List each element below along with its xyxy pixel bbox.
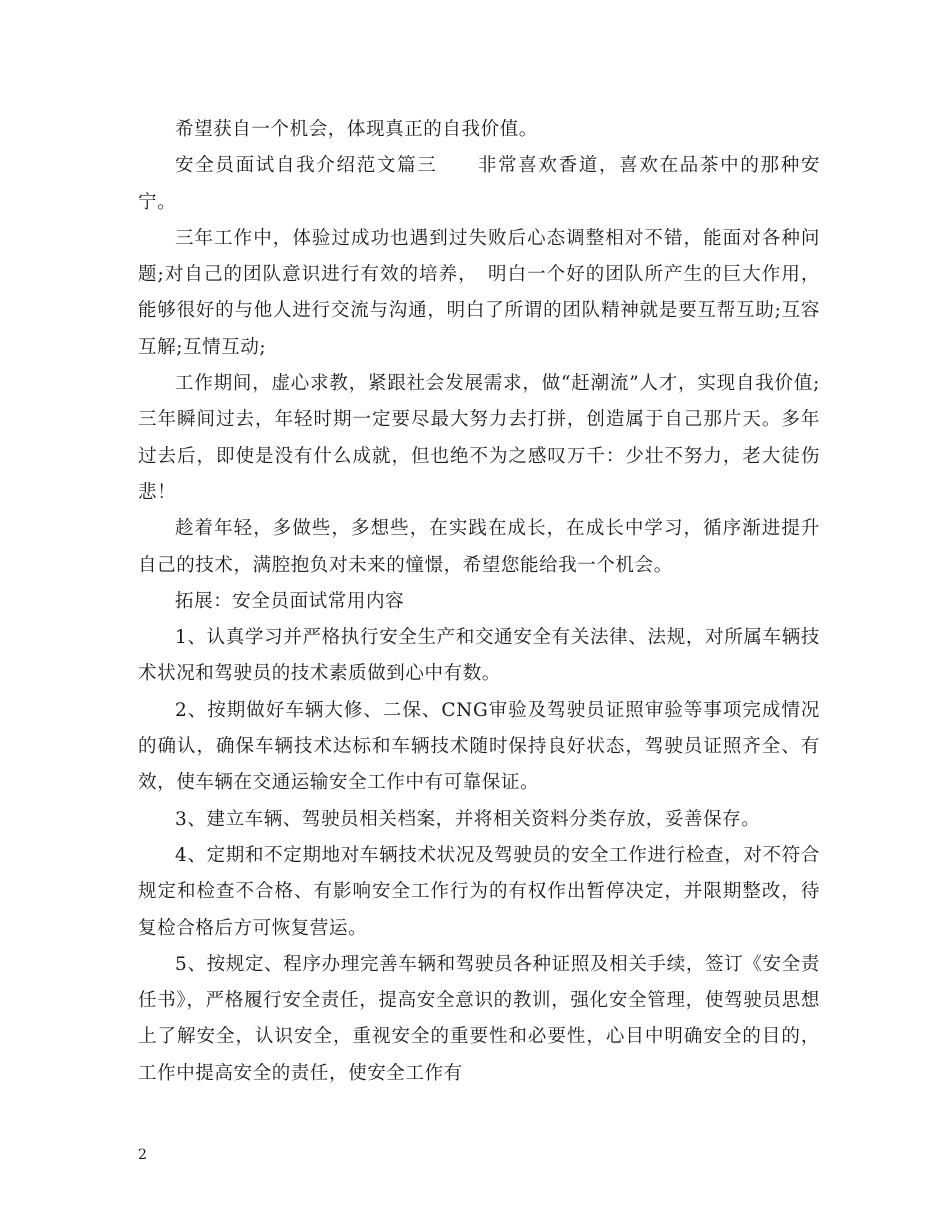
paragraph-6: 拓展：安全员面试常用内容 [175,590,405,612]
paragraph-1: 希望获自一个机会，体现真正的自我价值。 [175,119,538,140]
paragraph-8: 2、按期做好车辆大修、二保、CNG审验及驾驶员证照审验等事项完成情况的确认，确保车辆技术达标和车辆技术随时保持良好状态，驾驶员证照齐全、有效，使车辆在交通运输安全工作中有可靠保证。 [138,699,820,794]
paragraph-9: 3、建立车辆、驾驶员相关档案，并将相关资料分类存放，妥善保存。 [175,808,761,830]
page-number: 2 [138,1147,147,1163]
paragraph-10: 4、定期和不定期地对车辆技术状况及驾驶员的安全工作进行检查，对不符合规定和检查不合格、有影响安全工作行为的有权作出暂停决定，并限期整改，待复检合格后方可恢复营运。 [138,844,820,939]
paragraph-4: 工作期间，虚心求教，紧跟社会发展需求，做“赶潮流”人才，实现自我价值;三年瞬间过去，年轻时期一定要尽最大努力去打拼，创造属于自己那片天。多年过去后，即使是没有什么成就，但也绝不为之感叹万千：少壮不努力，老大徒伤悲！ [138,373,820,503]
paragraph-11: 5、按规定、程序办理完善车辆和驾驶员各种证照及相关手续，签订《安全责任书》，严格履行安全责任，提高安全意识的教训，强化安全管理，使驾驶员思想上了解安全，认识安全，重视安全的重要性和必要性，心目中明确安全的目的，工作中提高安全的责任，使安全工作有 [138,953,820,1084]
document-body [138,112,820,1092]
paragraph-7: 1、认真学习并严格执行安全生产和交通安全有关法律、法规，对所属车辆技术状况和驾驶员的技术素质做到心中有数。 [138,627,820,685]
paragraph-3: 三年工作中，体验过成功也遇到过失败后心态调整相对不错，能面对各种问题;对自己的团队意识进行有效的培养， 明白一个好的团队所产生的巨大作用，能够很好的与他人进行交流与沟通，明白了所谓的团队精神就是要互帮互助;互容互解;互情互动; [138,227,820,358]
paragraph-2: 安全员面试自我介绍范文篇三 非常喜欢香道，喜欢在品茶中的那种安宁。 [138,155,820,213]
paragraph-5: 趁着年轻，多做些，多想些，在实践在成长，在成长中学习，循序渐进提升自己的技术，满腔抱负对未来的憧憬，希望您能给我一个机会。 [138,518,820,576]
